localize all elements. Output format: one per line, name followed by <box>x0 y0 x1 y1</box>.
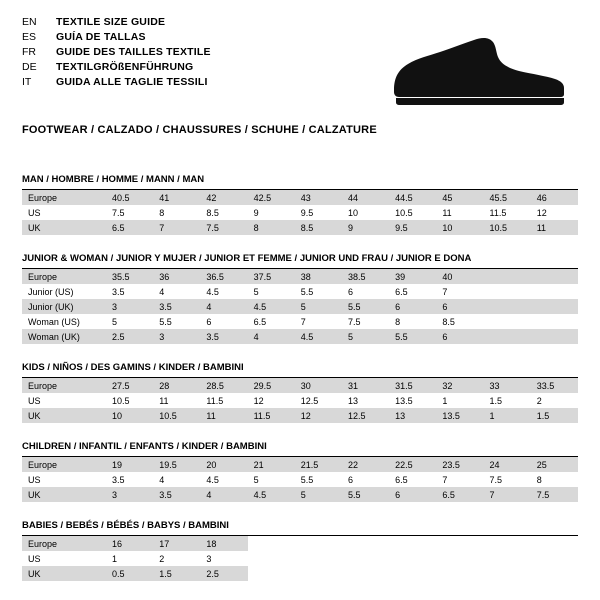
size-cell: 5 <box>295 487 342 502</box>
table-row <box>22 408 578 423</box>
table-row <box>22 220 578 235</box>
row-label: Europe <box>22 378 106 393</box>
row-label: UK <box>22 487 106 502</box>
row-label: Junior (US) <box>28 286 74 297</box>
size-cell: 10.5 <box>112 395 130 406</box>
size-cell: 5 <box>342 329 389 344</box>
table-row <box>22 487 578 502</box>
size-table-children <box>22 457 578 502</box>
size-cell: 29.5 <box>248 378 295 393</box>
table-row <box>22 378 578 393</box>
size-cell: 7 <box>442 286 448 297</box>
size-cell: 7 <box>153 220 200 235</box>
size-cell: 6 <box>389 487 436 502</box>
size-cell: 45.5 <box>484 190 531 205</box>
size-cell: 13.5 <box>395 395 413 406</box>
language-row <box>22 31 211 46</box>
size-cell: 13 <box>347 395 358 406</box>
size-cell: 8.5 <box>206 207 219 218</box>
row-label: US <box>28 474 41 485</box>
size-cell: 8 <box>159 207 165 218</box>
size-table-kids <box>22 378 578 423</box>
row-label: Woman (UK) <box>22 329 106 344</box>
size-cell-empty <box>531 536 578 551</box>
size-cell: 3.5 <box>153 487 200 502</box>
row-label: Europe <box>22 269 106 284</box>
size-cell: 21.5 <box>295 457 342 472</box>
size-cell: 7.5 <box>347 316 361 327</box>
size-cell: 10.5 <box>153 408 200 423</box>
size-cell-empty <box>531 314 578 329</box>
size-cell: 9.5 <box>389 220 436 235</box>
size-cell: 44.5 <box>389 190 436 205</box>
size-cell-empty <box>295 536 342 551</box>
table-row <box>22 190 578 205</box>
size-cell-empty <box>342 566 389 581</box>
section-kids <box>22 362 578 423</box>
size-cell: 38.5 <box>342 269 389 284</box>
size-cell: 1.5 <box>489 395 503 406</box>
size-cell: 4.5 <box>248 487 295 502</box>
size-cell: 4.5 <box>248 299 295 314</box>
language-title: TEXTILE SIZE GUIDE <box>56 16 166 28</box>
size-cell-empty <box>531 284 578 299</box>
language-code: EN <box>22 16 37 28</box>
size-cell: 25 <box>531 457 578 472</box>
size-cell-empty <box>436 566 483 581</box>
size-cell-empty <box>248 536 295 551</box>
size-cell: 39 <box>389 269 436 284</box>
size-cell-empty <box>484 314 531 329</box>
size-cell-empty <box>389 551 436 566</box>
size-cell: 13.5 <box>436 408 483 423</box>
size-cell: 5 <box>253 286 259 297</box>
footwear-category-title: FOOTWEAR / CALZADO / CHAUSSURES / SCHUHE / CALZATURE <box>22 124 377 136</box>
size-cell-empty <box>295 566 342 581</box>
size-cell-empty <box>531 329 578 344</box>
size-cell: 12 <box>253 395 264 406</box>
size-cell: 35.5 <box>106 269 153 284</box>
row-label: US <box>28 207 41 218</box>
size-cell: 21 <box>248 457 295 472</box>
dress-shoe-icon <box>388 30 568 110</box>
size-cell: 5 <box>253 474 259 485</box>
language-row <box>22 61 211 76</box>
row-label: US <box>28 395 41 406</box>
language-code: IT <box>22 76 32 88</box>
table-row <box>22 472 578 487</box>
size-cell: 6 <box>436 299 483 314</box>
size-cell: 28 <box>153 378 200 393</box>
language-title: GUIDE DES TAILLES TEXTILE <box>56 46 211 58</box>
size-cell: 12.5 <box>300 395 319 406</box>
size-cell: 10.5 <box>395 207 413 218</box>
table-row <box>22 329 578 344</box>
row-label: Europe <box>22 536 106 551</box>
size-cell: 4 <box>159 286 165 297</box>
table-row <box>22 536 578 551</box>
size-cell: 31.5 <box>389 378 436 393</box>
size-cell: 4 <box>248 329 295 344</box>
size-cell: 11 <box>531 220 578 235</box>
size-cell: 11.5 <box>206 395 224 406</box>
size-cell: 4 <box>200 299 247 314</box>
size-cell: 6 <box>347 474 353 485</box>
size-cell-empty <box>295 551 342 566</box>
section-title: BABIES / BEBÉS / BÉBÉS / BABYS / BAMBINI <box>22 520 578 536</box>
row-label: UK <box>22 220 106 235</box>
size-cell: 7.5 <box>112 207 125 218</box>
size-cell: 6 <box>347 286 353 297</box>
language-title: GUIDA ALLE TAGLIE TESSILI <box>56 76 208 88</box>
size-cell-empty <box>248 551 295 566</box>
size-cell: 1 <box>484 408 531 423</box>
language-title: TEXTILGRÖßENFÜHRUNG <box>56 61 194 73</box>
size-cell-empty <box>484 329 531 344</box>
size-cell-empty <box>342 551 389 566</box>
size-cell-empty <box>389 566 436 581</box>
size-cell: 11 <box>200 408 247 423</box>
size-cell-empty <box>436 536 483 551</box>
table-row <box>22 299 578 314</box>
size-cell: 10 <box>436 220 483 235</box>
size-cell: 22 <box>342 457 389 472</box>
section-children <box>22 441 578 502</box>
size-cell: 36.5 <box>200 269 247 284</box>
size-cell: 4.5 <box>206 474 219 485</box>
size-cell: 42.5 <box>248 190 295 205</box>
size-cell: 45 <box>436 190 483 205</box>
size-cell: 3 <box>106 299 153 314</box>
size-cell: 12 <box>295 408 342 423</box>
size-cell: 28.5 <box>200 378 247 393</box>
size-cell: 16 <box>106 536 153 551</box>
size-cell: 1.5 <box>531 408 578 423</box>
size-cell: 13 <box>389 408 436 423</box>
size-cell: 2 <box>159 553 165 564</box>
size-cell: 3 <box>153 329 200 344</box>
section-title: MAN / HOMBRE / HOMME / MANN / MAN <box>22 174 578 190</box>
size-cell: 6.5 <box>436 487 483 502</box>
size-cell: 5.5 <box>159 316 172 327</box>
size-cell: 6 <box>436 329 483 344</box>
size-cell: 33.5 <box>531 378 578 393</box>
size-cell: 9 <box>253 207 259 218</box>
size-cell: 10 <box>106 408 153 423</box>
size-cell: 4.5 <box>206 286 219 297</box>
size-cell: 7.5 <box>489 474 503 485</box>
size-cell: 42 <box>200 190 247 205</box>
language-row <box>22 46 211 61</box>
size-cell: 6.5 <box>395 474 408 485</box>
size-cell: 6.5 <box>395 286 408 297</box>
size-cell: 2.5 <box>200 566 247 581</box>
section-man <box>22 174 578 235</box>
size-cell: 40 <box>436 269 483 284</box>
size-cell: 33 <box>484 378 531 393</box>
size-cell-empty <box>531 269 578 284</box>
size-cell: 3 <box>106 487 153 502</box>
table-row <box>22 284 578 299</box>
size-cell: 11.5 <box>248 408 295 423</box>
size-cell: 4.5 <box>295 329 342 344</box>
table-row <box>22 551 578 566</box>
language-row <box>22 76 211 91</box>
size-cell: 46 <box>531 190 578 205</box>
size-cell-empty <box>342 536 389 551</box>
size-cell: 8.5 <box>295 220 342 235</box>
language-title-list <box>22 16 211 91</box>
size-cell: 6.5 <box>106 220 153 235</box>
size-cell-empty <box>531 551 578 566</box>
size-cell: 4 <box>159 474 165 485</box>
row-label: Europe <box>22 457 106 472</box>
section-junior-woman <box>22 253 578 344</box>
size-cell-empty <box>531 299 578 314</box>
size-cell: 12 <box>536 207 547 218</box>
size-cell: 6 <box>389 299 436 314</box>
size-cell-empty <box>248 566 295 581</box>
size-cell: 10 <box>347 207 358 218</box>
size-cell-empty <box>484 269 531 284</box>
size-cell: 7.5 <box>531 487 578 502</box>
row-label: UK <box>22 408 106 423</box>
size-cell: 1.5 <box>153 566 200 581</box>
language-code: DE <box>22 61 37 73</box>
row-label: Europe <box>22 190 106 205</box>
size-cell: 6 <box>206 316 212 327</box>
language-code: FR <box>22 46 36 58</box>
size-cell: 31 <box>342 378 389 393</box>
size-cell: 9 <box>342 220 389 235</box>
size-cell: 43 <box>295 190 342 205</box>
size-cell: 2.5 <box>106 329 153 344</box>
size-cell: 7 <box>300 316 306 327</box>
size-table-man <box>22 190 578 235</box>
size-cell: 5 <box>112 316 118 327</box>
size-cell: 23.5 <box>436 457 483 472</box>
size-cell: 36 <box>153 269 200 284</box>
size-cell: 3.5 <box>153 299 200 314</box>
size-cell-empty <box>531 566 578 581</box>
language-title: GUÍA DE TALLAS <box>56 31 146 43</box>
size-cell: 10.5 <box>484 220 531 235</box>
language-code: ES <box>22 31 37 43</box>
size-table-babies <box>22 536 578 581</box>
size-cell: 30 <box>295 378 342 393</box>
section-title: KIDS / NIÑOS / DES GAMINS / KINDER / BAMBINI <box>22 362 578 378</box>
size-cell: 3.5 <box>112 474 125 485</box>
language-title-body <box>22 16 211 91</box>
size-cell: 27.5 <box>106 378 153 393</box>
size-cell: 44 <box>342 190 389 205</box>
size-cell: 8.5 <box>442 316 455 327</box>
size-cell: 7 <box>484 487 531 502</box>
size-cell: 6.5 <box>253 316 267 327</box>
table-row <box>22 314 578 329</box>
size-cell: 5.5 <box>300 474 314 485</box>
size-table-junior-woman <box>22 269 578 344</box>
row-label: Junior (UK) <box>22 299 106 314</box>
table-row <box>22 205 578 220</box>
row-label: US <box>28 553 41 564</box>
size-cell: 11 <box>159 395 169 406</box>
size-cell: 1 <box>112 553 118 564</box>
size-cell: 40.5 <box>106 190 153 205</box>
language-row <box>22 16 211 31</box>
size-cell: 4 <box>200 487 247 502</box>
size-cell: 22.5 <box>389 457 436 472</box>
size-cell: 11.5 <box>489 207 507 218</box>
size-cell: 32 <box>436 378 483 393</box>
size-cell: 1 <box>442 395 448 406</box>
table-row <box>22 457 578 472</box>
size-cell: 19.5 <box>153 457 200 472</box>
size-cell-empty <box>484 299 531 314</box>
size-cell: 38 <box>295 269 342 284</box>
size-cell: 5 <box>295 299 342 314</box>
size-cell: 41 <box>153 190 200 205</box>
size-cell: 5.5 <box>342 487 389 502</box>
size-cell: 7 <box>442 474 448 485</box>
size-cell-empty <box>484 536 531 551</box>
section-babies <box>22 520 578 581</box>
size-cell: 3 <box>206 553 212 564</box>
size-cell: 5.5 <box>342 299 389 314</box>
row-label: Woman (US) <box>28 316 80 327</box>
size-cell: 11 <box>442 207 452 218</box>
size-cell: 19 <box>106 457 153 472</box>
section-title: JUNIOR & WOMAN / JUNIOR Y MUJER / JUNIOR ET FEMME / JUNIOR UND FRAU / JUNIOR E DONA <box>22 253 578 269</box>
size-cell: 8 <box>536 474 542 485</box>
size-cell-empty <box>484 284 531 299</box>
size-cell: 3.5 <box>112 286 125 297</box>
size-cell-empty <box>389 536 436 551</box>
size-cell: 12.5 <box>342 408 389 423</box>
size-cell: 5.5 <box>300 286 314 297</box>
size-cell: 24 <box>484 457 531 472</box>
size-cell: 2 <box>536 395 542 406</box>
size-cell: 8 <box>248 220 295 235</box>
table-row <box>22 566 578 581</box>
document-header <box>22 16 578 110</box>
size-cell-empty <box>436 551 483 566</box>
size-cell: 0.5 <box>106 566 153 581</box>
size-cell: 17 <box>153 536 200 551</box>
size-cell: 18 <box>200 536 247 551</box>
size-cell: 7.5 <box>200 220 247 235</box>
size-cell: 9.5 <box>300 207 314 218</box>
size-cell: 3.5 <box>200 329 247 344</box>
row-label: UK <box>22 566 106 581</box>
section-title: CHILDREN / INFANTIL / ENFANTS / KINDER / BAMBINI <box>22 441 578 457</box>
size-cell: 37.5 <box>248 269 295 284</box>
size-cell-empty <box>484 551 531 566</box>
size-cell-empty <box>484 566 531 581</box>
table-row <box>22 269 578 284</box>
size-cell: 5.5 <box>389 329 436 344</box>
size-cell: 8 <box>395 316 401 327</box>
table-row <box>22 393 578 408</box>
size-cell: 20 <box>200 457 247 472</box>
